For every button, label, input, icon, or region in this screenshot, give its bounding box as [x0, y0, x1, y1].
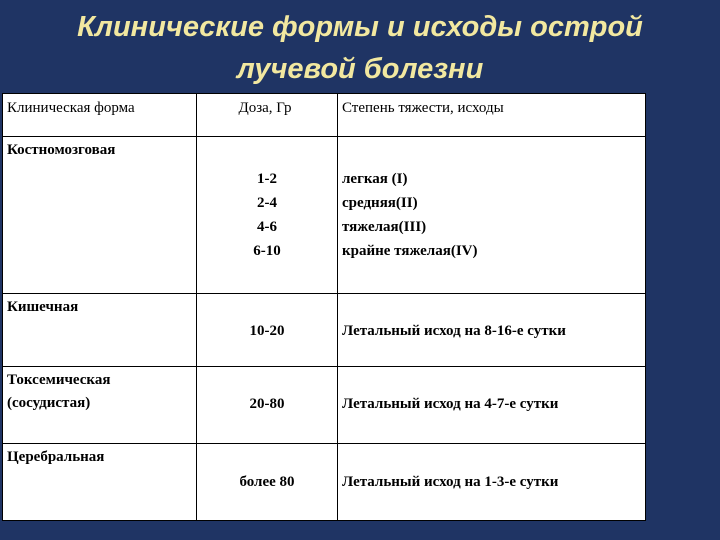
cell-dose	[197, 367, 338, 444]
severity-text: Летальный исход на 8-16-е сутки	[342, 323, 566, 339]
header-dose: Доза, Гр	[197, 94, 338, 137]
severity-text: Летальный исход на 1-3-е сутки	[342, 474, 559, 490]
severity-text: средняя(II)	[342, 195, 418, 211]
radiation-sickness-table	[2, 93, 646, 521]
cell-form	[3, 137, 197, 294]
form-text: (сосудистая)	[7, 395, 91, 411]
dose-text: 10-20	[249, 323, 285, 339]
cell-form	[3, 444, 197, 521]
dose-text: 1-2	[257, 171, 277, 187]
cell-dose	[197, 294, 338, 367]
cell-form	[3, 294, 197, 367]
form-text: Кишечная	[7, 299, 79, 315]
header-severity: Степень тяжести, исходы	[338, 94, 646, 137]
cell-severity	[338, 137, 646, 294]
title-line-2: лучевой болезни	[236, 53, 484, 85]
form-text: Костномозговая	[7, 142, 116, 158]
cell-form	[3, 367, 197, 444]
dose-text: 6-10	[253, 243, 281, 259]
table-row	[3, 137, 646, 294]
severity-text: Летальный исход на 4-7-е сутки	[342, 396, 559, 412]
form-text: Церебральная	[7, 449, 105, 465]
cell-dose	[197, 137, 338, 294]
cell-severity	[338, 444, 646, 521]
severity-text: крайне тяжелая(IV)	[342, 243, 478, 259]
severity-text: тяжелая(III)	[342, 219, 427, 235]
table-row	[3, 294, 646, 367]
dose-text: 4-6	[257, 219, 277, 235]
dose-text: более 80	[239, 474, 295, 490]
header-clinical-form: Клиническая форма	[3, 94, 197, 137]
table-row	[3, 367, 646, 444]
table-row	[3, 444, 646, 521]
severity-text: легкая (I)	[342, 171, 408, 187]
cell-severity	[338, 367, 646, 444]
dose-text: 2-4	[257, 195, 277, 211]
cell-dose	[197, 444, 338, 521]
form-text: Токсемическая	[7, 372, 111, 388]
slide-title	[0, 6, 720, 90]
dose-text: 20-80	[249, 396, 285, 412]
table-container	[2, 93, 645, 519]
cell-severity	[338, 294, 646, 367]
table-header-row	[3, 94, 646, 137]
title-line-1: Клинические формы и исходы острой	[77, 11, 643, 43]
